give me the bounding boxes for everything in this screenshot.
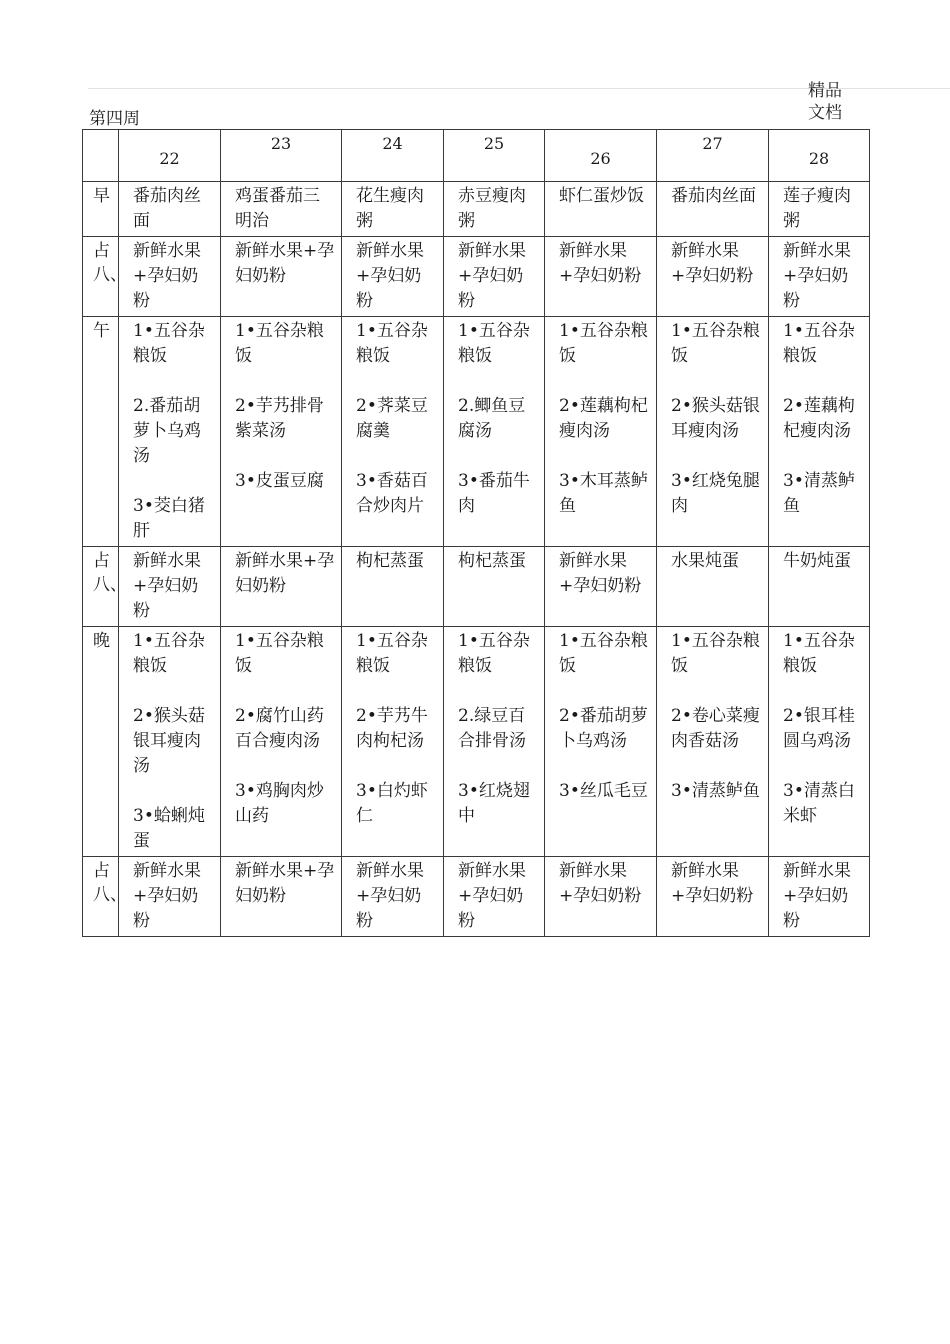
menu-cell [769, 547, 870, 627]
item-spacer [133, 469, 214, 494]
menu-item: 2•猴头菇银耳瘦肉汤 [671, 396, 760, 441]
item-spacer [783, 444, 863, 469]
menu-item: 2•莲藕枸杞瘦肉汤 [559, 396, 648, 441]
item-spacer [783, 369, 863, 394]
day-number: 25 [483, 134, 505, 153]
menu-item: 2.绿豆百合排骨汤 [458, 706, 526, 751]
menu-item: 新鲜水果+孕妇奶粉 [235, 861, 335, 906]
menu-item: 鸡蛋番茄三明治 [235, 186, 320, 231]
menu-item: 1•五谷杂粮饭 [671, 321, 760, 366]
day-number: 27 [702, 134, 723, 153]
menu-item: 新鲜水果+孕妇奶粉 [356, 861, 424, 931]
menu-cell [769, 627, 870, 857]
item-spacer [458, 754, 538, 779]
menu-item: 2.番茄胡萝卜乌鸡汤 [133, 396, 201, 466]
day-number: 28 [808, 149, 830, 168]
day-header [221, 130, 342, 182]
meal-row [83, 237, 870, 317]
item-spacer [356, 444, 437, 469]
item-spacer [559, 369, 650, 394]
menu-cell [657, 237, 769, 317]
menu-cell [545, 627, 657, 857]
item-spacer [235, 444, 335, 469]
menu-item: 3•清蒸鲈鱼 [671, 781, 760, 801]
item-spacer [356, 754, 437, 779]
menu-cell [444, 237, 545, 317]
meal-plan-table [82, 129, 870, 937]
meal-label: 晚 [83, 627, 119, 857]
day-header [769, 130, 870, 182]
item-spacer [671, 679, 762, 704]
week-title: 第四周 [89, 109, 140, 129]
menu-item: 2•莲藕枸杞瘦肉汤 [783, 396, 855, 441]
menu-cell [657, 547, 769, 627]
menu-item: 牛奶炖蛋 [783, 551, 851, 571]
item-spacer [783, 679, 863, 704]
meal-row [83, 627, 870, 857]
menu-cell [119, 237, 221, 317]
menu-item: 1•五谷杂粮饭 [671, 631, 760, 676]
menu-item: 新鲜水果+孕妇奶粉 [783, 241, 851, 311]
menu-item: 虾仁蛋炒饭 [559, 186, 644, 206]
menu-cell [119, 317, 221, 547]
item-spacer [671, 369, 762, 394]
item-spacer [356, 679, 437, 704]
menu-item: 新鲜水果+孕妇奶粉 [235, 551, 335, 596]
menu-cell [342, 547, 444, 627]
menu-item: 3•木耳蒸鲈鱼 [559, 471, 648, 516]
item-spacer [133, 369, 214, 394]
menu-cell [657, 627, 769, 857]
menu-item: 新鲜水果+孕妇奶粉 [356, 241, 424, 311]
menu-cell [342, 237, 444, 317]
menu-cell [119, 182, 221, 237]
meal-row [83, 317, 870, 547]
meal-label: 占八、 [83, 237, 119, 317]
item-spacer [559, 444, 650, 469]
menu-item: 1•五谷杂粮饭 [458, 321, 530, 366]
day-number: 23 [270, 134, 292, 153]
day-number: 26 [590, 149, 611, 168]
day-header [545, 130, 657, 182]
meal-label: 占八、 [83, 857, 119, 937]
menu-item: 番茄肉丝面 [671, 186, 756, 206]
menu-cell [444, 627, 545, 857]
menu-cell [545, 317, 657, 547]
item-spacer [356, 369, 437, 394]
menu-item: 1•五谷杂粮饭 [783, 631, 855, 676]
item-spacer [133, 679, 214, 704]
item-spacer [235, 754, 335, 779]
menu-item: 新鲜水果+孕妇奶粉 [458, 861, 526, 931]
item-spacer [235, 369, 335, 394]
menu-cell [657, 317, 769, 547]
day-number: 24 [382, 134, 403, 153]
menu-item: 3•茭白猪肝 [133, 496, 205, 541]
menu-item: 水果炖蛋 [671, 551, 739, 571]
menu-cell [545, 182, 657, 237]
menu-item: 新鲜水果+孕妇奶粉 [133, 241, 201, 311]
menu-item: 2•番茄胡萝卜乌鸡汤 [559, 706, 648, 751]
menu-item: 2.鲫鱼豆腐汤 [458, 396, 526, 441]
menu-cell [545, 237, 657, 317]
watermark-line-1: 精品 [808, 81, 842, 101]
menu-cell [444, 317, 545, 547]
menu-cell [657, 857, 769, 937]
item-spacer [783, 754, 863, 779]
menu-cell [545, 857, 657, 937]
menu-item: 2•猴头菇银耳瘦肉汤 [133, 706, 205, 776]
menu-cell [545, 547, 657, 627]
menu-item: 花生瘦肉粥 [356, 186, 424, 231]
day-header [342, 130, 444, 182]
menu-item: 莲子瘦肉粥 [783, 186, 851, 231]
menu-item: 1•五谷杂粮饭 [783, 321, 855, 366]
day-header [119, 130, 221, 182]
menu-item: 新鲜水果+孕妇奶粉 [458, 241, 526, 311]
menu-item: 3•皮蛋豆腐 [235, 471, 324, 491]
item-spacer [133, 779, 214, 804]
menu-item: 新鲜水果+孕妇奶粉 [235, 241, 335, 286]
menu-item: 新鲜水果+孕妇奶粉 [671, 861, 754, 906]
menu-cell [444, 857, 545, 937]
menu-item: 2•银耳桂圆乌鸡汤 [783, 706, 855, 751]
menu-cell [444, 182, 545, 237]
menu-item: 3•清蒸鲈鱼 [783, 471, 855, 516]
menu-cell [342, 627, 444, 857]
meal-row [83, 857, 870, 937]
menu-item: 新鲜水果+孕妇奶粉 [559, 551, 642, 596]
menu-item: 1•五谷杂粮饭 [133, 631, 205, 676]
menu-item: 1•五谷杂粮饭 [356, 321, 428, 366]
menu-cell [342, 857, 444, 937]
item-spacer [671, 754, 762, 779]
menu-item: 3•番茄牛肉 [458, 471, 530, 516]
menu-item: 2•芋艿排骨紫菜汤 [235, 396, 324, 441]
item-spacer [671, 444, 762, 469]
menu-cell [444, 547, 545, 627]
menu-cell [119, 857, 221, 937]
menu-item: 1•五谷杂粮饭 [235, 321, 324, 366]
menu-item: 3•鸡胸肉炒山药 [235, 781, 324, 826]
watermark [808, 80, 868, 124]
corner-cell [83, 130, 119, 182]
meal-label: 早 [83, 182, 119, 237]
meal-label: 午 [83, 317, 119, 547]
menu-item: 赤豆瘦肉粥 [458, 186, 526, 231]
menu-item: 枸杞蒸蛋 [458, 551, 526, 571]
meal-row [83, 182, 870, 237]
menu-item: 2•腐竹山药百合瘦肉汤 [235, 706, 324, 751]
menu-item: 1•五谷杂粮饭 [356, 631, 428, 676]
menu-item: 3•丝瓜毛豆 [559, 781, 648, 801]
menu-item: 2•芋艿牛肉枸杞汤 [356, 706, 428, 751]
item-spacer [235, 679, 335, 704]
menu-item: 2•荠菜豆腐羹 [356, 396, 428, 441]
menu-item: 新鲜水果+孕妇奶粉 [559, 241, 642, 286]
menu-item: 番茄肉丝面 [133, 186, 201, 231]
menu-cell [769, 317, 870, 547]
menu-cell [342, 317, 444, 547]
menu-item: 新鲜水果+孕妇奶粉 [559, 861, 642, 906]
day-header [444, 130, 545, 182]
menu-item: 3•红烧兔腿肉 [671, 471, 760, 516]
menu-item: 新鲜水果+孕妇奶粉 [783, 861, 851, 931]
menu-item: 3•蛤蜊炖蛋 [133, 806, 205, 851]
menu-item: 新鲜水果+孕妇奶粉 [133, 861, 201, 931]
item-spacer [559, 679, 650, 704]
item-spacer [458, 679, 538, 704]
menu-cell [342, 182, 444, 237]
menu-cell [221, 237, 342, 317]
menu-cell [769, 182, 870, 237]
menu-cell [119, 627, 221, 857]
meal-label: 占八、 [83, 547, 119, 627]
menu-item: 1•五谷杂粮饭 [559, 631, 648, 676]
menu-cell [769, 237, 870, 317]
menu-item: 1•五谷杂粮饭 [133, 321, 205, 366]
item-spacer [458, 444, 538, 469]
menu-cell [221, 317, 342, 547]
day-header [657, 130, 769, 182]
day-number: 22 [159, 149, 180, 168]
menu-cell [769, 857, 870, 937]
menu-cell [221, 182, 342, 237]
menu-item: 1•五谷杂粮饭 [458, 631, 530, 676]
meal-row [83, 547, 870, 627]
menu-item: 2•卷心菜瘦肉香菇汤 [671, 706, 760, 751]
watermark-line-2: 文档 [808, 103, 842, 123]
menu-item: 枸杞蒸蛋 [356, 551, 424, 571]
menu-item: 3•清蒸白米虾 [783, 781, 855, 826]
menu-cell [119, 547, 221, 627]
menu-item: 新鲜水果+孕妇奶粉 [671, 241, 754, 286]
day-header-row [83, 130, 870, 182]
item-spacer [458, 369, 538, 394]
menu-cell [221, 627, 342, 857]
menu-item: 新鲜水果+孕妇奶粉 [133, 551, 201, 621]
menu-cell [657, 182, 769, 237]
menu-item: 3•白灼虾仁 [356, 781, 428, 826]
item-spacer [559, 754, 650, 779]
menu-item: 1•五谷杂粮饭 [235, 631, 324, 676]
menu-cell [221, 857, 342, 937]
menu-item: 1•五谷杂粮饭 [559, 321, 648, 366]
menu-cell [221, 547, 342, 627]
menu-item: 3•香菇百合炒肉片 [356, 471, 428, 516]
menu-item: 3•红烧翅中 [458, 781, 530, 826]
